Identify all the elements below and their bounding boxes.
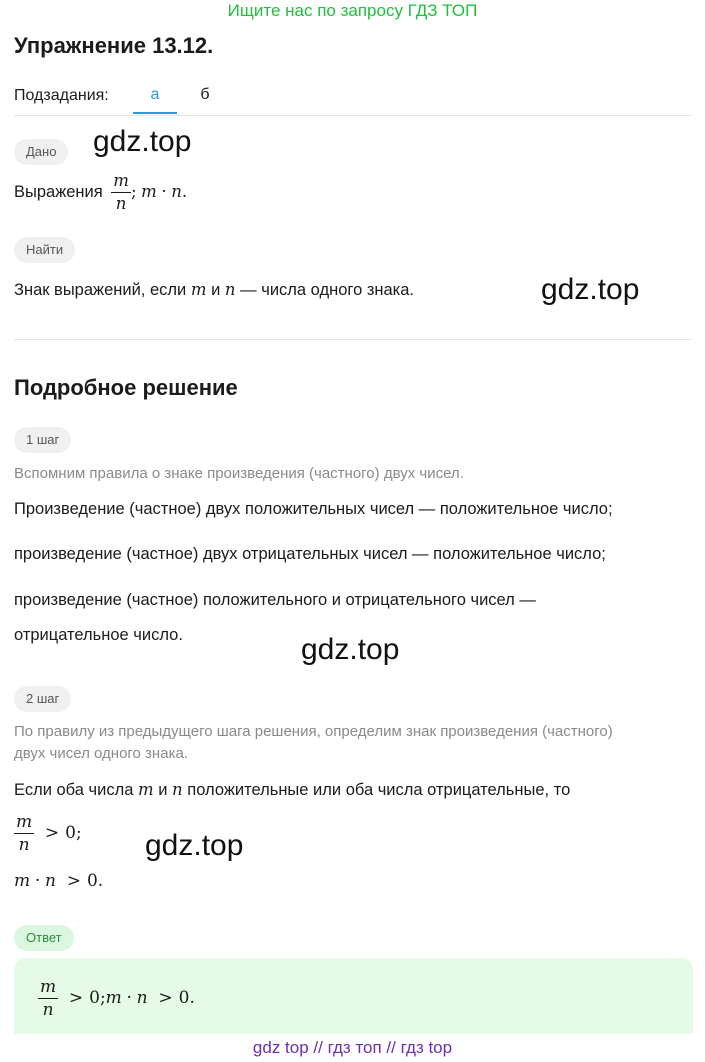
given-badge: Дано — [14, 139, 68, 165]
conjunction: и — [211, 281, 221, 299]
tabs-divider — [14, 115, 692, 116]
step2-text-start: Если оба числа — [14, 781, 134, 799]
step1-line3: произведение (частное) положительного и отрицательного чисел — — [14, 591, 536, 609]
fraction-denominator: n — [115, 194, 127, 213]
active-tab-indicator — [133, 112, 177, 114]
fraction-numerator: m — [111, 170, 131, 193]
period: . — [97, 871, 104, 891]
dot-operator: · — [34, 871, 41, 891]
tab-subtask-b[interactable]: б — [200, 86, 210, 103]
subtasks-label: Подзадания: — [14, 87, 109, 104]
given-fraction — [111, 170, 131, 215]
fraction-denominator: n — [18, 835, 30, 855]
var-m: m — [141, 181, 157, 201]
var-m: m — [105, 987, 122, 1008]
step2-badge: 2 шаг — [14, 686, 71, 712]
greater-than: > — [66, 871, 81, 891]
find-text — [14, 280, 414, 300]
var-n: n — [45, 871, 56, 891]
step2-text-end: положительные или оба числа отрицательные, то — [187, 781, 571, 799]
greater-than: > — [44, 822, 60, 843]
step2-hint-line1: По правилу из предыдущего шага решения, определим знак произведения (частного) — [14, 723, 613, 740]
var-m: m — [14, 871, 31, 891]
tab-subtask-a[interactable]: а — [150, 86, 160, 103]
var-m: m — [137, 780, 154, 799]
answer-expression — [38, 976, 195, 1021]
step2-fraction-inequality — [14, 811, 82, 856]
var-n: n — [224, 280, 236, 299]
var-n: n — [171, 181, 182, 201]
step2-product-inequality — [14, 871, 103, 891]
greater-than: > — [158, 987, 173, 1008]
footer-links[interactable]: gdz top // гдз топ // гдз top — [252, 1038, 453, 1057]
semicolon: ; — [75, 822, 82, 843]
var-n: n — [136, 987, 148, 1008]
find-badge: Найти — [14, 237, 75, 263]
var-m: m — [190, 280, 207, 299]
greater-than: > — [68, 987, 84, 1008]
semicolon: ; — [99, 987, 106, 1008]
top-banner-link[interactable]: Ищите нас по запросу ГДЗ ТОП — [227, 1, 478, 20]
given-label: Выражения — [14, 182, 103, 201]
watermark: gdz.top — [541, 273, 640, 306]
zero: 0 — [86, 871, 98, 891]
given-text — [14, 170, 187, 215]
step2-text — [14, 780, 570, 800]
watermark: gdz.top — [145, 829, 244, 862]
step2-fraction — [14, 811, 34, 856]
page-title: Упражнение 13.12. — [14, 33, 214, 58]
dot-operator: · — [126, 987, 132, 1008]
fraction-numerator: m — [40, 977, 57, 997]
period: . — [181, 181, 188, 201]
step1-badge: 1 шаг — [14, 427, 71, 453]
step1-hint: Вспомним правила о знаке произведения (частного) двух чисел. — [14, 465, 464, 482]
watermark: gdz.top — [301, 633, 400, 666]
solution-title: Подробное решение — [14, 375, 238, 400]
step1-line1: Произведение (частное) двух положительных чисел — положительное число; — [14, 500, 613, 518]
section-divider — [14, 339, 692, 340]
zero: 0 — [178, 987, 190, 1008]
answer-badge: Ответ — [14, 925, 74, 951]
separator: ; — [130, 181, 137, 201]
var-n: n — [172, 780, 183, 799]
find-text-start: Знак выражений, если — [14, 281, 187, 299]
find-text-end: — числа одного знака. — [240, 281, 415, 299]
period: . — [189, 987, 195, 1008]
watermark: gdz.top — [93, 125, 192, 158]
zero: 0 — [89, 987, 100, 1008]
step1-line4: отрицательное число. — [14, 626, 183, 644]
fraction-numerator: m — [16, 812, 33, 832]
step2-hint-line2: двух чисел одного знака. — [14, 745, 188, 762]
answer-fraction — [38, 976, 58, 1021]
conjunction: и — [158, 781, 168, 799]
dot-operator: · — [161, 181, 167, 201]
step1-line2: произведение (частное) двух отрицательных чисел — положительное число; — [14, 545, 606, 563]
fraction-denominator: n — [42, 1000, 54, 1020]
zero: 0 — [65, 822, 76, 843]
